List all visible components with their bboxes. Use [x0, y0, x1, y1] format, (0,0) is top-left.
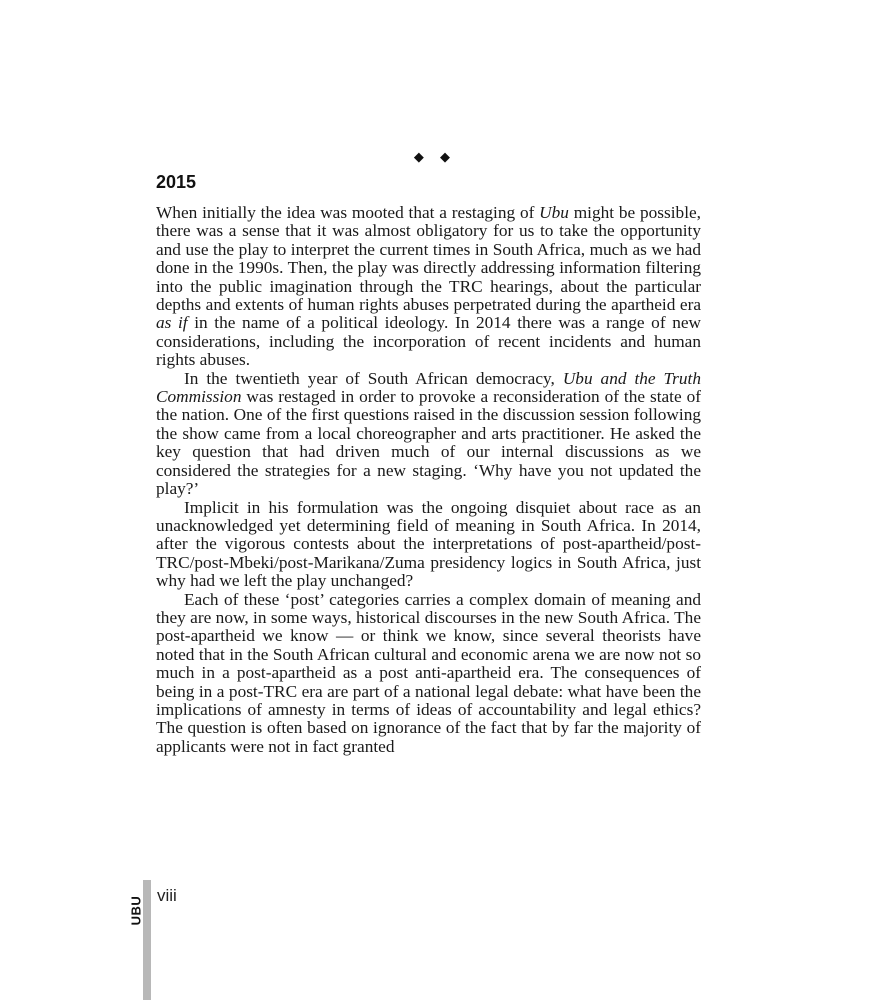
running-head: UBU	[128, 895, 144, 926]
paragraph	[156, 591, 701, 757]
paragraph	[156, 204, 701, 370]
text-run: Implicit in his formulation was the ongoing disquiet about race as an unacknowledged yet determining field of meaning in South Africa. In 2014, after the vigorous contests about the interpretations of post-apartheid/post-TRC/post-Mbeki/post-Marikana/Zuma presidency logics in South Africa, just why had we left the play unchanged?	[156, 497, 701, 591]
text-run: Each of these ‘post’ categories carries a complex domain of meaning and they are now, in some ways, historical discourses in the new South Africa. The post-apartheid we know — or think we know, since several theorists have noted that in the South African cultural and economic arena we are now not so much in a post-apartheid as a post anti-apartheid era. The consequences of being in a post-TRC era are part of a national legal debate: what have been the implications of amnesty in terms of ideas of accountability and legal ethics? The question is often based on ignorance of the fact that by far the majority of applicants were not in fact granted	[156, 589, 701, 756]
text-run: When initially the idea was mooted that a restaging of	[156, 203, 540, 222]
text-run: might be possible, there was a sense that it was almost obligatory for us to take the opportunity and use the play to interpret the current times in South Africa, much as we had done in the 1990s. Then, the play was directly addressing information filtering into the public imagination through the TRC hearings, about the particular depths and extents of human rights abuses perpetrated during the apartheid era	[156, 203, 701, 315]
text-run: In the twentieth year of South African democracy,	[184, 368, 563, 388]
paragraph	[156, 370, 701, 499]
section-heading: 2015	[156, 172, 197, 192]
margin-rule	[143, 880, 151, 1000]
section-break-ornament: ◆ ◆	[413, 150, 457, 165]
body-text	[156, 204, 701, 756]
paragraph	[156, 499, 701, 591]
page-number: viii	[157, 886, 177, 905]
text-run: was restaged in order to provoke a reconsideration of the state of the nation. One of the first questions raised in the discussion session following the show came from a local choreographer and arts practitioner. He asked the key question that had driven much of our internal discussions as we considered the strategies for a new staging. ‘Why have you not updated the play?’	[156, 387, 701, 499]
text-run: in the name of a political ideology. In 2014 there was a range of new considerations, including the incorporation of recent incidents and human rights abuses.	[156, 313, 701, 370]
italic-run: Ubu	[539, 203, 569, 222]
italic-run: Ubu and the Truth Commission	[156, 368, 701, 407]
italic-run: as if	[156, 313, 188, 333]
